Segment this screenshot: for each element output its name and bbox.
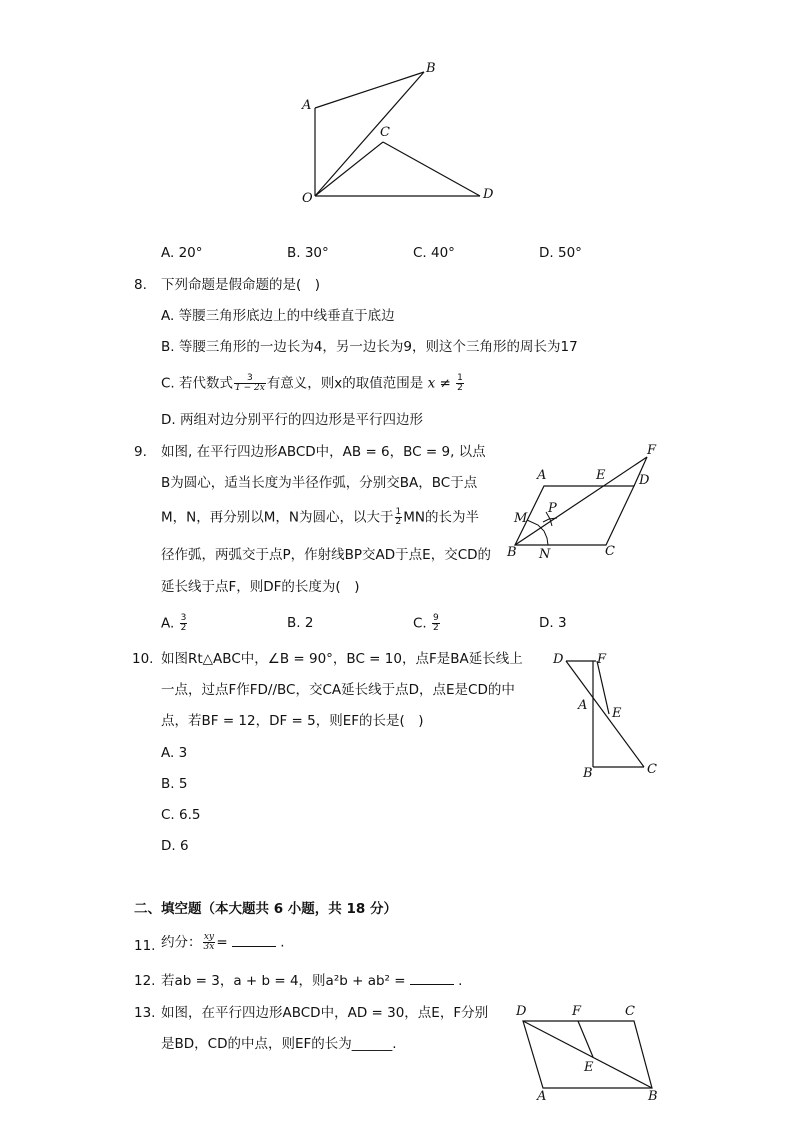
q8-number: 8. bbox=[134, 277, 147, 293]
q13-label-c: C bbox=[625, 1004, 635, 1019]
point-label-c: C bbox=[380, 125, 390, 140]
q10-label-b: B bbox=[583, 766, 593, 781]
q9-option-a[interactable]: A. $\frac{3}{2}$ bbox=[161, 613, 187, 633]
q9-line-1: 如图, 在平行四边形ABCD中，AB = 6，BC = 9, 以点 bbox=[161, 444, 486, 460]
q10-label-d: D bbox=[553, 652, 564, 667]
q9-line-5: 延长线于点F，则DF的长度为( ) bbox=[161, 579, 360, 595]
segment-fe bbox=[578, 1021, 593, 1057]
fraction-1-over-2: $\frac{1}{2}$ bbox=[395, 507, 402, 527]
q13-line-2: 是BD，CD的中点，则EF的长为______. bbox=[161, 1036, 397, 1052]
q9-option-d[interactable]: D. 3 bbox=[539, 615, 567, 631]
q9-number: 9. bbox=[134, 444, 147, 460]
q10-option-a[interactable]: A. 3 bbox=[161, 745, 188, 761]
q8-option-c-relation: x ≠ bbox=[427, 375, 451, 392]
q11-body: 约分： $\frac{xy}{3x}$ = . bbox=[161, 932, 285, 952]
q12-number: 12. bbox=[134, 973, 156, 989]
q9-line-3: M，N，再分别以M，N为圆心，以大于 $\frac{1}{2}$ MN的长为半 bbox=[161, 507, 479, 527]
q10-number: 10. bbox=[132, 651, 154, 667]
q13-line-1: 如图，在平行四边形ABCD中，AD = 30，点E，F分别 bbox=[161, 1005, 489, 1021]
q10-line-2: 一点，过点F作FD//BC，交CA延长线于点D，点E是CD的中 bbox=[161, 682, 515, 698]
point-label-a: A bbox=[302, 98, 312, 113]
q13-label-e: E bbox=[584, 1060, 594, 1075]
q10-option-c[interactable]: C. 6.5 bbox=[161, 807, 201, 823]
q10-label-c: C bbox=[647, 762, 657, 777]
q9-label-m: M bbox=[514, 511, 528, 526]
point-label-b: B bbox=[426, 61, 436, 76]
point-label-d: D bbox=[483, 187, 494, 202]
point-label-o: O bbox=[302, 191, 313, 206]
q9-line-4: 径作弧，两弧交于点P，作射线BP交AD于点E，交CD的 bbox=[161, 547, 492, 563]
q7-option-c[interactable]: C. 40° bbox=[413, 245, 455, 261]
q11-number: 11. bbox=[134, 938, 156, 954]
q8-option-c-mid: 有意义，则x的取值范围是 bbox=[266, 375, 424, 392]
q13-label-d: D bbox=[516, 1004, 527, 1019]
q13-label-a: A bbox=[537, 1089, 547, 1104]
q13-label-b: B bbox=[648, 1089, 658, 1104]
q7-option-a[interactable]: A. 20° bbox=[161, 245, 203, 261]
fraction-xy-over-3x: $\frac{xy}{3x}$ bbox=[203, 932, 215, 952]
fraction-3-over-1-2x: $\frac{3}{1 - 2x}$ bbox=[235, 373, 265, 393]
q10-line-3: 点，若BF = 12，DF = 5，则EF的长是( ) bbox=[161, 713, 424, 729]
q8-option-d[interactable]: D. 两组对边分别平行的四边形是平行四边形 bbox=[161, 412, 423, 428]
q9-label-p: P bbox=[548, 501, 557, 516]
q9-label-c: C bbox=[605, 544, 615, 559]
q10-label-f: F bbox=[597, 652, 607, 667]
q9-label-a: A bbox=[537, 468, 547, 483]
section-2-title: 二、填空题（本大题共 6 小题，共 18 分） bbox=[134, 901, 397, 917]
q9-line-2: B为圆心，适当长度为半径作弧，分别交BA，BC于点 bbox=[161, 475, 478, 491]
q12-body: 若ab = 3，a + b = 4，则a²b + ab² = . bbox=[161, 973, 463, 989]
q13-label-f: F bbox=[572, 1004, 582, 1019]
q10-line-1: 如图Rt△ABC中，∠B = 90°，BC = 10，点F是BA延长线上 bbox=[161, 651, 523, 667]
q9-label-n: N bbox=[539, 547, 551, 562]
q9-label-f: F bbox=[647, 443, 657, 458]
q9-label-d: D bbox=[639, 473, 650, 488]
q7-option-d[interactable]: D. 50° bbox=[539, 245, 582, 261]
q8-stem: 下列命题是假命题的是( ) bbox=[161, 277, 321, 293]
q9-option-b[interactable]: B. 2 bbox=[287, 615, 314, 631]
q8-option-b[interactable]: B. 等腰三角形的一边长为4，另一边长为9，则这个三角形的周长为17 bbox=[161, 339, 578, 355]
q10-option-d[interactable]: D. 6 bbox=[161, 838, 189, 854]
q10-label-e: E bbox=[612, 706, 622, 721]
fraction-1-over-2: $\frac{1}{2}$ bbox=[457, 373, 463, 393]
q8-option-c-pre: C. 若代数式 bbox=[161, 375, 234, 392]
q10-label-a: A bbox=[578, 698, 588, 713]
q13-number: 13. bbox=[134, 1005, 156, 1021]
segment-db bbox=[523, 1021, 652, 1088]
q9-label-e: E bbox=[596, 468, 606, 483]
q9-option-c[interactable]: C. $\frac{9}{2}$ bbox=[413, 613, 439, 633]
q8-option-a[interactable]: A. 等腰三角形底边上的中线垂直于底边 bbox=[161, 308, 395, 324]
q9-label-b: B bbox=[507, 545, 517, 560]
q10-option-b[interactable]: B. 5 bbox=[161, 776, 188, 792]
q7-option-b[interactable]: B. 30° bbox=[287, 245, 329, 261]
